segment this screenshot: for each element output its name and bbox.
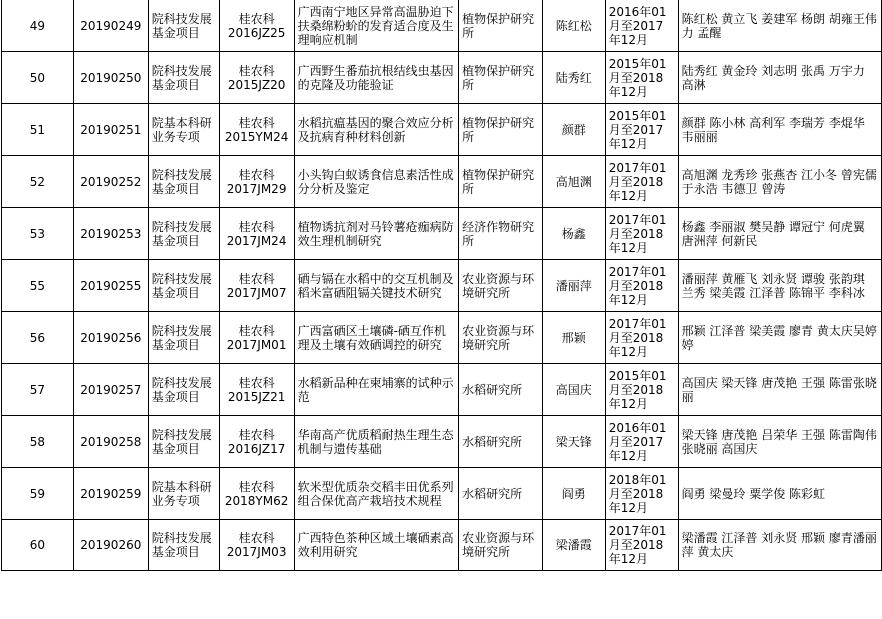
row-number-cell: 56 xyxy=(2,312,74,364)
research-unit-cell: 植物保护研究所 xyxy=(459,104,543,156)
row-number-cell: 60 xyxy=(2,520,74,571)
project-type-cell: 院科技发展基金项目 xyxy=(148,52,219,104)
research-unit-cell: 经济作物研究所 xyxy=(459,208,543,260)
row-number-cell: 57 xyxy=(2,364,74,416)
row-number-cell: 55 xyxy=(2,260,74,312)
project-code-cell: 20190253 xyxy=(73,208,148,260)
table-row xyxy=(2,364,882,416)
project-type-cell: 院科技发展基金项目 xyxy=(148,156,219,208)
table-row xyxy=(2,208,882,260)
project-leader-cell: 高国庆 xyxy=(542,364,605,416)
project-title-cell: 水稻抗瘟基因的聚合效应分析及抗病育种材料创新 xyxy=(294,104,459,156)
project-code-cell: 20190257 xyxy=(73,364,148,416)
project-code-cell: 20190250 xyxy=(73,52,148,104)
research-unit-cell: 农业资源与环境研究所 xyxy=(459,520,543,571)
team-members-cell: 高旭渊 龙秀珍 张燕杏 江小冬 曾宪儒 于永浩 韦德卫 曾涛 xyxy=(678,156,881,208)
reference-number-cell: 桂农科 2017JM24 xyxy=(219,208,294,260)
project-leader-cell: 杨鑫 xyxy=(542,208,605,260)
table-row xyxy=(2,52,882,104)
reference-number-cell: 桂农科 2017JM29 xyxy=(219,156,294,208)
table-row xyxy=(2,416,882,468)
reference-number-cell: 桂农科 2016JZ17 xyxy=(219,416,294,468)
reference-number-cell: 桂农科 2018YM62 xyxy=(219,468,294,520)
project-code-cell: 20190259 xyxy=(73,468,148,520)
reference-number-cell: 桂农科 2017JM03 xyxy=(219,520,294,571)
research-unit-cell: 植物保护研究所 xyxy=(459,0,543,52)
project-period-cell: 2018年01月至2018年12月 xyxy=(605,468,678,520)
project-title-cell: 广西特色茶种区域土壤硒素高效利用研究 xyxy=(294,520,459,571)
project-type-cell: 院科技发展基金项目 xyxy=(148,0,219,52)
research-unit-cell: 植物保护研究所 xyxy=(459,52,543,104)
project-leader-cell: 潘丽萍 xyxy=(542,260,605,312)
reference-number-cell: 桂农科 2017JM01 xyxy=(219,312,294,364)
project-title-cell: 广西富硒区土壤磷-硒互作机理及土壤有效硒调控的研究 xyxy=(294,312,459,364)
project-period-cell: 2015年01月至2017年12月 xyxy=(605,104,678,156)
table-row xyxy=(2,156,882,208)
project-code-cell: 20190260 xyxy=(73,520,148,571)
project-period-cell: 2017年01月至2018年12月 xyxy=(605,260,678,312)
reference-number-cell: 桂农科 2015JZ21 xyxy=(219,364,294,416)
reference-number-cell: 桂农科 2015JZ20 xyxy=(219,52,294,104)
research-unit-cell: 水稻研究所 xyxy=(459,468,543,520)
project-code-cell: 20190249 xyxy=(73,0,148,52)
project-code-cell: 20190256 xyxy=(73,312,148,364)
project-table xyxy=(1,0,882,571)
project-period-cell: 2017年01月至2018年12月 xyxy=(605,208,678,260)
team-members-cell: 杨鑫 李丽淑 樊吴静 谭冠宁 何虎翼 唐洲萍 何新民 xyxy=(678,208,881,260)
project-title-cell: 植物诱抗剂对马铃薯疮痂病防效生理机制研究 xyxy=(294,208,459,260)
row-number-cell: 59 xyxy=(2,468,74,520)
research-unit-cell: 水稻研究所 xyxy=(459,364,543,416)
project-leader-cell: 陆秀红 xyxy=(542,52,605,104)
team-members-cell: 梁潘霞 江泽普 刘永贤 邢颖 廖青潘丽萍 黄太庆 xyxy=(678,520,881,571)
project-period-cell: 2015年01月至2018年12月 xyxy=(605,52,678,104)
team-members-cell: 颜群 陈小林 高利军 李瑞芳 李焜华 韦丽丽 xyxy=(678,104,881,156)
project-type-cell: 院科技发展基金项目 xyxy=(148,260,219,312)
team-members-cell: 梁天锋 唐茂艳 吕荣华 王强 陈雷陶伟 张晓丽 高国庆 xyxy=(678,416,881,468)
project-leader-cell: 梁天锋 xyxy=(542,416,605,468)
team-members-cell: 阎勇 梁曼玲 粟学俊 陈彩虹 xyxy=(678,468,881,520)
project-type-cell: 院科技发展基金项目 xyxy=(148,416,219,468)
project-period-cell: 2016年01月至2017年12月 xyxy=(605,416,678,468)
project-title-cell: 华南高产优质稻耐热生理生态机制与遗传基础 xyxy=(294,416,459,468)
row-number-cell: 53 xyxy=(2,208,74,260)
project-leader-cell: 梁潘霞 xyxy=(542,520,605,571)
project-title-cell: 水稻新品种在柬埔寨的试种示范 xyxy=(294,364,459,416)
research-unit-cell: 农业资源与环境研究所 xyxy=(459,312,543,364)
project-type-cell: 院科技发展基金项目 xyxy=(148,208,219,260)
project-period-cell: 2017年01月至2018年12月 xyxy=(605,312,678,364)
project-type-cell: 院基本科研业务专项 xyxy=(148,104,219,156)
project-leader-cell: 颜群 xyxy=(542,104,605,156)
project-type-cell: 院基本科研业务专项 xyxy=(148,468,219,520)
team-members-cell: 邢颖 江泽普 梁美霞 廖青 黄太庆吴婷婷 xyxy=(678,312,881,364)
table-row xyxy=(2,260,882,312)
project-leader-cell: 阎勇 xyxy=(542,468,605,520)
project-title-cell: 广西野生番茄抗根结线虫基因的克隆及功能验证 xyxy=(294,52,459,104)
project-title-cell: 小头钩白蚁诱食信息素活性成分分析及鉴定 xyxy=(294,156,459,208)
research-unit-cell: 植物保护研究所 xyxy=(459,156,543,208)
table-row xyxy=(2,520,882,571)
project-type-cell: 院科技发展基金项目 xyxy=(148,520,219,571)
project-title-cell: 软米型优质杂交稻丰田优系列组合保优高产栽培技术规程 xyxy=(294,468,459,520)
team-members-cell: 陈红松 黄立飞 姜建军 杨朗 胡雍王伟力 孟醒 xyxy=(678,0,881,52)
project-code-cell: 20190258 xyxy=(73,416,148,468)
row-number-cell: 49 xyxy=(2,0,74,52)
project-leader-cell: 陈红松 xyxy=(542,0,605,52)
research-unit-cell: 农业资源与环境研究所 xyxy=(459,260,543,312)
table-row xyxy=(2,468,882,520)
row-number-cell: 51 xyxy=(2,104,74,156)
project-period-cell: 2017年01月至2018年12月 xyxy=(605,156,678,208)
project-period-cell: 2015年01月至2018年12月 xyxy=(605,364,678,416)
project-period-cell: 2016年01月至2017年12月 xyxy=(605,0,678,52)
project-title-cell: 广西南宁地区异常高温胁迫下扶桑绵粉蚧的发育适合度及生理响应机制 xyxy=(294,0,459,52)
project-period-cell: 2017年01月至2018年12月 xyxy=(605,520,678,571)
row-number-cell: 50 xyxy=(2,52,74,104)
table-row xyxy=(2,0,882,52)
team-members-cell: 潘丽萍 黄雁飞 刘永贤 谭骏 张韵琪 兰秀 梁美霞 江泽普 陈锦平 李科冰 xyxy=(678,260,881,312)
team-members-cell: 陆秀红 黄金玲 刘志明 张禹 万宇力 高淋 xyxy=(678,52,881,104)
reference-number-cell: 桂农科 2017JM07 xyxy=(219,260,294,312)
project-code-cell: 20190251 xyxy=(73,104,148,156)
row-number-cell: 58 xyxy=(2,416,74,468)
project-code-cell: 20190252 xyxy=(73,156,148,208)
research-unit-cell: 水稻研究所 xyxy=(459,416,543,468)
project-title-cell: 硒与镉在水稻中的交互机制及稻米富硒阻镉关键技术研究 xyxy=(294,260,459,312)
project-type-cell: 院科技发展基金项目 xyxy=(148,364,219,416)
project-code-cell: 20190255 xyxy=(73,260,148,312)
reference-number-cell: 桂农科 2015YM24 xyxy=(219,104,294,156)
row-number-cell: 52 xyxy=(2,156,74,208)
table-row xyxy=(2,312,882,364)
project-leader-cell: 邢颖 xyxy=(542,312,605,364)
project-leader-cell: 高旭渊 xyxy=(542,156,605,208)
table-row xyxy=(2,104,882,156)
team-members-cell: 高国庆 梁天锋 唐茂艳 王强 陈雷张晓丽 xyxy=(678,364,881,416)
project-type-cell: 院科技发展基金项目 xyxy=(148,312,219,364)
reference-number-cell: 桂农科 2016JZ25 xyxy=(219,0,294,52)
